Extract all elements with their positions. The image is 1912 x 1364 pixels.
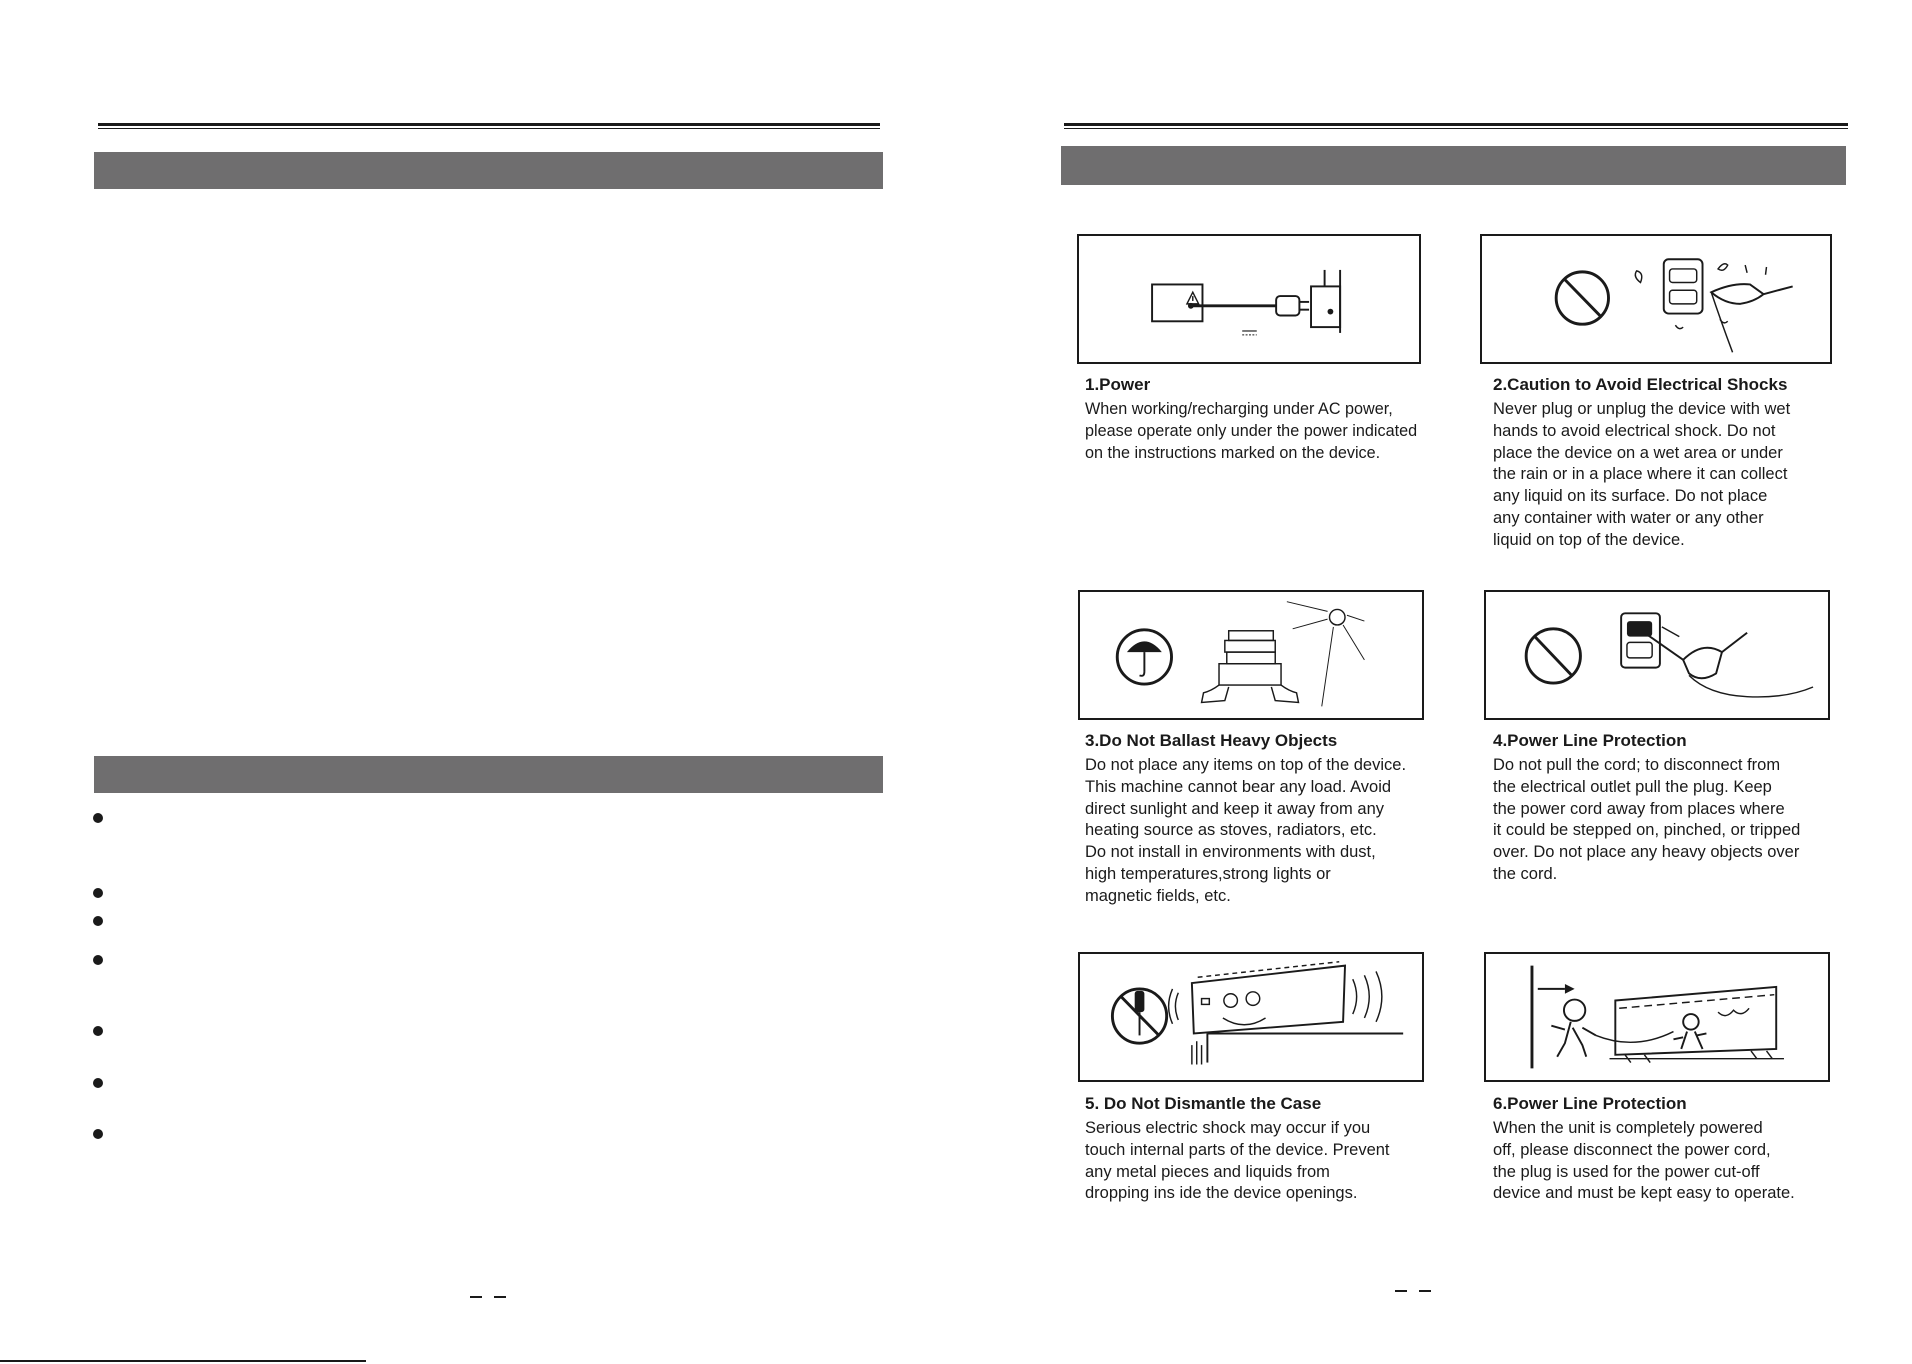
power-cut-off-icon — [1486, 954, 1828, 1080]
card-title-electrical-shocks: 2.Caution to Avoid Electrical Shocks — [1493, 375, 1788, 394]
left-section-bar-bottom — [94, 756, 883, 793]
text-line: liquid on top of the device. — [1493, 530, 1685, 549]
wet-hands-illustration — [1480, 234, 1832, 364]
bullet-point — [93, 888, 103, 898]
text-line: When the unit is completely powered — [1493, 1119, 1763, 1137]
bullet-point — [93, 1129, 103, 1139]
power-plug-icon — [1079, 236, 1419, 362]
text-line: device and must be kept easy to operate. — [1493, 1184, 1795, 1203]
card-body-power-cut-off — [1493, 1118, 1795, 1205]
text-line: the power cord away from places where — [1493, 799, 1785, 818]
card-title-power: 1.Power — [1085, 375, 1151, 394]
card-title-heavy-objects: 3.Do Not Ballast Heavy Objects — [1085, 731, 1338, 750]
card-title-power-cut-off: 6.Power Line Protection — [1493, 1094, 1687, 1113]
heavy-objects-sun-icon — [1080, 592, 1422, 718]
bullet-point — [93, 1026, 103, 1036]
text-line: Do not place any items on top of the device. — [1085, 756, 1407, 774]
text-line: any liquid on its surface. Do not place — [1493, 487, 1768, 506]
text-line: the rain or in a place where it can collect — [1493, 465, 1788, 484]
left-section-bar-top — [94, 152, 883, 189]
wet-hands-plug-icon — [1482, 236, 1830, 362]
pull-cord-plug-icon — [1486, 592, 1828, 718]
page-dash — [494, 1296, 506, 1298]
text-line: the electrical outlet pull the plug. Keep — [1493, 777, 1772, 796]
text-line: magnetic fields, etc. — [1085, 886, 1231, 905]
text-line: This machine cannot bear any load. Avoid — [1085, 777, 1392, 796]
text-line: Serious electric shock may occur if you — [1085, 1119, 1371, 1137]
card-title-dismantle: 5. Do Not Dismantle the Case — [1085, 1094, 1322, 1113]
card-body-dismantle — [1085, 1118, 1390, 1205]
text-line: it could be stepped on, pinched, or tripped — [1493, 821, 1801, 840]
card-body-electrical-shocks — [1493, 399, 1790, 552]
text-line: When working/recharging under AC power, — [1085, 400, 1393, 418]
page-dash — [1395, 1290, 1407, 1292]
card-body-heavy-objects — [1085, 755, 1406, 908]
text-line: Do not install in environments with dust, — [1085, 843, 1376, 862]
text-line: dropping ins ide the device openings. — [1085, 1184, 1358, 1203]
text-line: hands to avoid electrical shock. Do not — [1493, 421, 1776, 440]
pull-cord-illustration — [1484, 590, 1830, 720]
text-line: please operate only under the power indicated — [1085, 421, 1418, 440]
bullet-point — [93, 955, 103, 965]
text-line: on the instructions marked on the device. — [1085, 443, 1381, 462]
card-body-power — [1085, 399, 1417, 464]
text-line: Never plug or unplug the device with wet — [1493, 400, 1791, 418]
dismantle-illustration — [1078, 952, 1424, 1082]
text-line: the cord. — [1493, 864, 1558, 883]
page-dash — [1419, 1290, 1431, 1292]
text-line: heating source as stoves, radiators, etc. — [1085, 821, 1377, 840]
left-header-rule — [98, 123, 880, 129]
text-line: any container with water or any other — [1493, 508, 1764, 527]
right-header-rule — [1064, 123, 1848, 129]
text-line: off, please disconnect the power cord, — [1493, 1140, 1771, 1159]
card-title-pull-cord: 4.Power Line Protection — [1493, 731, 1687, 750]
text-line: direct sunlight and keep it away from any — [1085, 799, 1384, 818]
heavy-objects-illustration — [1078, 590, 1424, 720]
dismantle-case-icon — [1080, 954, 1422, 1080]
text-line: any metal pieces and liquids from — [1085, 1162, 1330, 1181]
bullet-point — [93, 916, 103, 926]
text-line: high temperatures,strong lights or — [1085, 864, 1331, 883]
text-line: Do not pull the cord; to disconnect from — [1493, 756, 1781, 774]
text-line: the plug is used for the power cut-off — [1493, 1162, 1760, 1181]
cut-off-illustration — [1484, 952, 1830, 1082]
text-line: touch internal parts of the device. Prevent — [1085, 1140, 1390, 1159]
power-illustration — [1077, 234, 1421, 364]
text-line: place the device on a wet area or under — [1493, 443, 1783, 462]
scan-edge-line — [0, 1360, 366, 1362]
text-line: over. Do not place any heavy objects over — [1493, 843, 1800, 862]
right-section-bar — [1061, 146, 1846, 185]
bullet-point — [93, 1078, 103, 1088]
bullet-point — [93, 813, 103, 823]
card-body-pull-cord — [1493, 755, 1800, 886]
page-dash — [470, 1296, 482, 1298]
